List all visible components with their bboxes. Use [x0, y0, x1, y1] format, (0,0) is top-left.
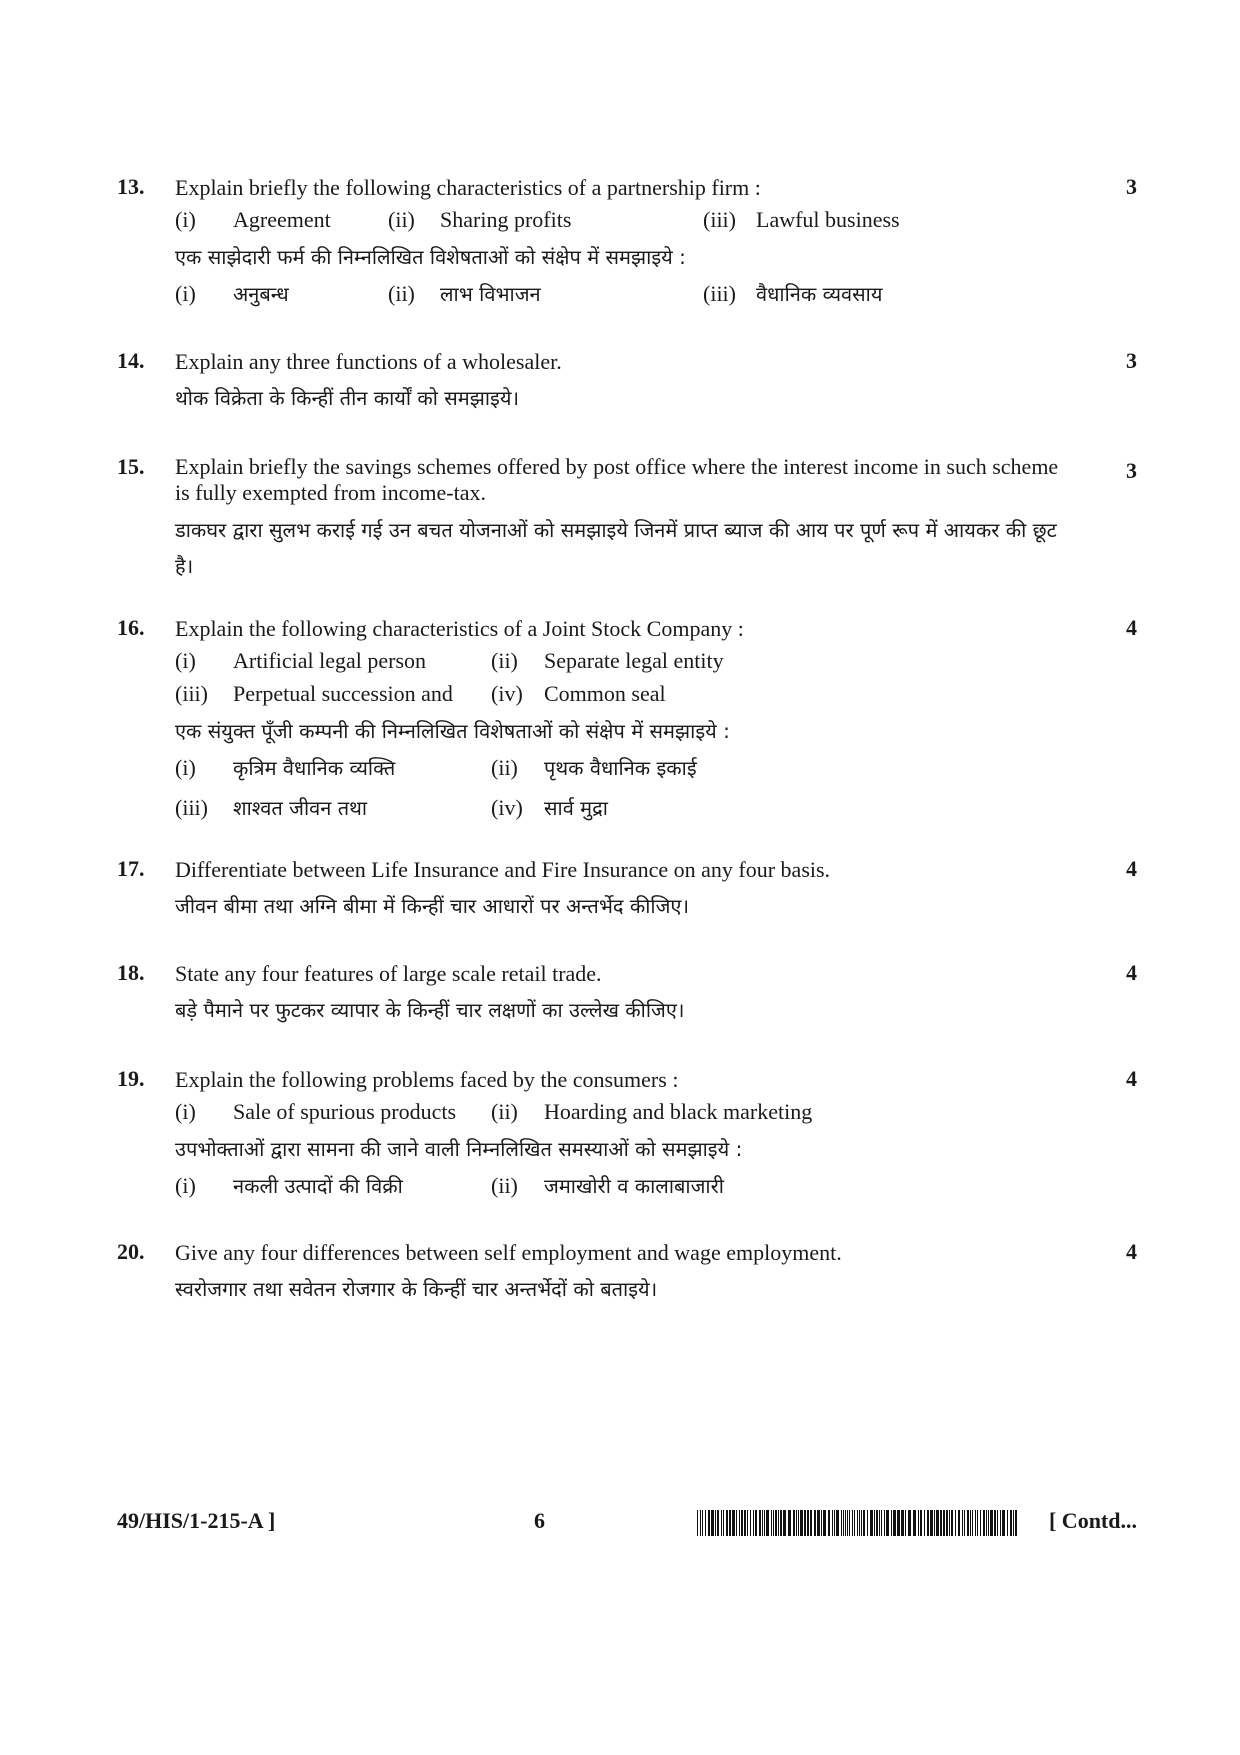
question-text-hindi: एक संयुक्त पूँजी कम्पनी की निम्नलिखित विशेषताओं को संक्षेप में समझाइये :	[175, 719, 730, 743]
page-footer	[117, 1508, 1137, 1548]
question-text-hindi: डाकघर द्वारा सुलभ कराई गई उन बचत योजनाओं को समझाइये जिनमें प्राप्त ब्याज की आय पर पूर्ण रूप में आयकर की छूट है।	[175, 518, 1057, 578]
option-number: (ii)	[491, 648, 518, 673]
option-number: (iv)	[491, 795, 523, 820]
option-number: (iii)	[703, 281, 736, 306]
option-text: अनुबन्ध	[233, 282, 289, 306]
continued-label: [ Contd...	[1048, 1508, 1137, 1533]
question-marks: 4	[1126, 960, 1137, 985]
option-number: (ii)	[491, 1173, 518, 1198]
option-text: जमाखोरी व कालाबाजारी	[544, 1174, 724, 1198]
question-marks: 4	[1126, 1066, 1137, 1091]
paper-code: 49/HIS/1-215-A ]	[117, 1508, 276, 1533]
option-text: Sale of spurious products	[233, 1099, 457, 1124]
question-marks: 3	[1126, 348, 1137, 373]
question-16	[117, 615, 1137, 825]
question-number: 20.	[117, 1239, 145, 1264]
option-number: (iii)	[175, 681, 208, 706]
question-text-english: Differentiate between Life Insurance and Fire Insurance on any four basis.	[175, 857, 831, 882]
question-text-english: Give any four differences between self employment and wage employment.	[175, 1240, 842, 1265]
option-text: Separate legal entity	[544, 648, 724, 673]
question-text-hindi: जीवन बीमा तथा अग्नि बीमा में किन्हीं चार आधारों पर अन्तर्भेद कीजिए।	[175, 894, 690, 918]
question-text-english: Explain briefly the savings schemes offered by post office where the interest income in such scheme is fully exempted from income-tax.	[175, 454, 1059, 505]
question-text-hindi: थोक विक्रेता के किन्हीं तीन कार्यों को समझाइये।	[175, 386, 520, 410]
hindi-options	[175, 1172, 1075, 1212]
question-text-english: Explain briefly the following characteristics of a partnership firm :	[175, 175, 761, 200]
english-options	[175, 648, 1075, 681]
question-text-english: State any four features of large scale retail trade.	[175, 961, 602, 986]
english-options	[175, 1099, 1075, 1132]
option-number: (i)	[175, 1173, 196, 1198]
hindi-options	[175, 754, 1075, 794]
question-number: 17.	[117, 856, 145, 881]
option-text: Artificial legal person	[233, 648, 427, 673]
question-20	[117, 1239, 1137, 1309]
question-number: 14.	[117, 348, 145, 373]
question-15	[117, 454, 1137, 604]
question-number: 19.	[117, 1066, 145, 1091]
option-number: (ii)	[388, 207, 415, 232]
option-text: Common seal	[544, 681, 666, 706]
english-options	[175, 207, 1075, 240]
question-text-english: Explain the following problems faced by the consumers :	[175, 1067, 679, 1092]
question-number: 15.	[117, 454, 145, 479]
option-text: नकली उत्पादों की विक्री	[233, 1174, 403, 1198]
option-number: (i)	[175, 207, 196, 232]
question-text-english: Explain any three functions of a wholesaler.	[175, 349, 562, 374]
option-text: कृत्रिम वैधानिक व्यक्ति	[233, 756, 396, 780]
page-number: 6	[534, 1508, 545, 1533]
option-text: Hoarding and black marketing	[544, 1099, 813, 1124]
option-number: (ii)	[491, 755, 518, 780]
option-number: (iii)	[703, 207, 736, 232]
question-number: 16.	[117, 615, 145, 640]
barcode-icon	[697, 1510, 1019, 1536]
question-marks: 4	[1126, 615, 1137, 640]
english-options	[175, 681, 1075, 714]
option-text: Lawful business	[756, 207, 900, 232]
option-text: सार्व मुद्रा	[544, 796, 608, 820]
question-text-hindi: उपभोक्ताओं द्वारा सामना की जाने वाली निम्नलिखित समस्याओं को समझाइये :	[175, 1137, 743, 1161]
question-text-hindi: स्वरोजगार तथा सवेतन रोजगार के किन्हीं चार अन्तर्भेदों को बताइये।	[175, 1277, 658, 1301]
hindi-options	[175, 794, 1075, 834]
question-marks: 4	[1126, 1239, 1137, 1264]
question-number: 18.	[117, 960, 145, 985]
option-number: (i)	[175, 755, 196, 780]
question-marks: 3	[1126, 174, 1137, 199]
option-text: Sharing profits	[440, 207, 572, 232]
option-number: (i)	[175, 281, 196, 306]
question-marks: 3	[1126, 458, 1137, 483]
question-17	[117, 856, 1137, 926]
option-number: (i)	[175, 648, 196, 673]
question-text-english: Explain the following characteristics of a Joint Stock Company :	[175, 616, 744, 641]
option-number: (iii)	[175, 795, 208, 820]
question-14	[117, 348, 1137, 418]
hindi-options	[175, 280, 1075, 320]
option-text: शाश्वत जीवन तथा	[233, 796, 368, 820]
option-number: (iv)	[491, 681, 523, 706]
option-text: Perpetual succession and	[233, 681, 453, 706]
option-text: वैधानिक व्यवसाय	[756, 282, 883, 306]
question-number: 13.	[117, 174, 145, 199]
option-number: (ii)	[491, 1099, 518, 1124]
option-text: लाभ विभाजन	[440, 282, 541, 306]
question-18	[117, 960, 1137, 1030]
question-marks: 4	[1126, 856, 1137, 881]
option-text: Agreement	[233, 207, 331, 232]
question-text-hindi: बड़े पैमाने पर फुटकर व्यापार के किन्हीं चार लक्षणों का उल्लेख कीजिए।	[175, 998, 685, 1022]
option-number: (i)	[175, 1099, 196, 1124]
question-text-hindi: एक साझेदारी फर्म की निम्नलिखित विशेषताओं को संक्षेप में समझाइये :	[175, 245, 686, 269]
option-text: पृथक वैधानिक इकाई	[544, 756, 697, 780]
option-number: (ii)	[388, 281, 415, 306]
question-19	[117, 1066, 1137, 1216]
question-13	[117, 174, 1137, 344]
